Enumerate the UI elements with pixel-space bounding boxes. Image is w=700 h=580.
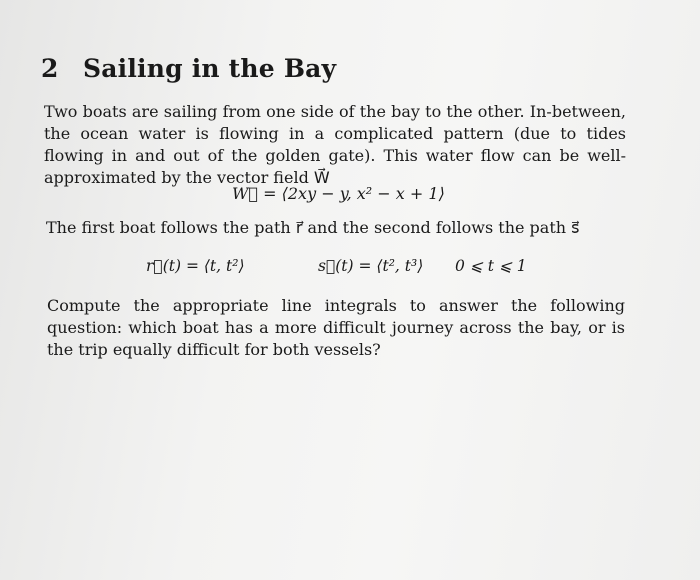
section-title: Sailing in the Bay xyxy=(83,54,337,83)
paths-sentence: The first boat follows the path r⃗ and the second follows the path s⃗ xyxy=(46,218,580,237)
vector-field-equation: W⃗ = ⟨2xy − y, x² − x + 1⟩ xyxy=(232,184,445,203)
parameter-domain: 0 ⩽ t ⩽ 1 xyxy=(455,257,527,275)
section-heading xyxy=(41,54,336,83)
question-paragraph: Compute the appropriate line integrals to answer the following question: which boat has a more difficult journey across the bay, or is the trip equally difficult for both vessels? xyxy=(47,296,625,359)
section-number: 2 xyxy=(41,54,59,83)
path-s-equation: s⃗(t) = ⟨t², t³⟩ xyxy=(318,257,424,275)
intro-paragraph: Two boats are sailing from one side of the bay to the other. In-between, the ocean water is flowing in a complicated pattern (due to tides flowing in and out of the golden gate). This water flow can be well-approximated by the vector field W⃗ xyxy=(44,102,626,187)
path-r-equation: r⃗(t) = ⟨t, t²⟩ xyxy=(146,257,245,275)
